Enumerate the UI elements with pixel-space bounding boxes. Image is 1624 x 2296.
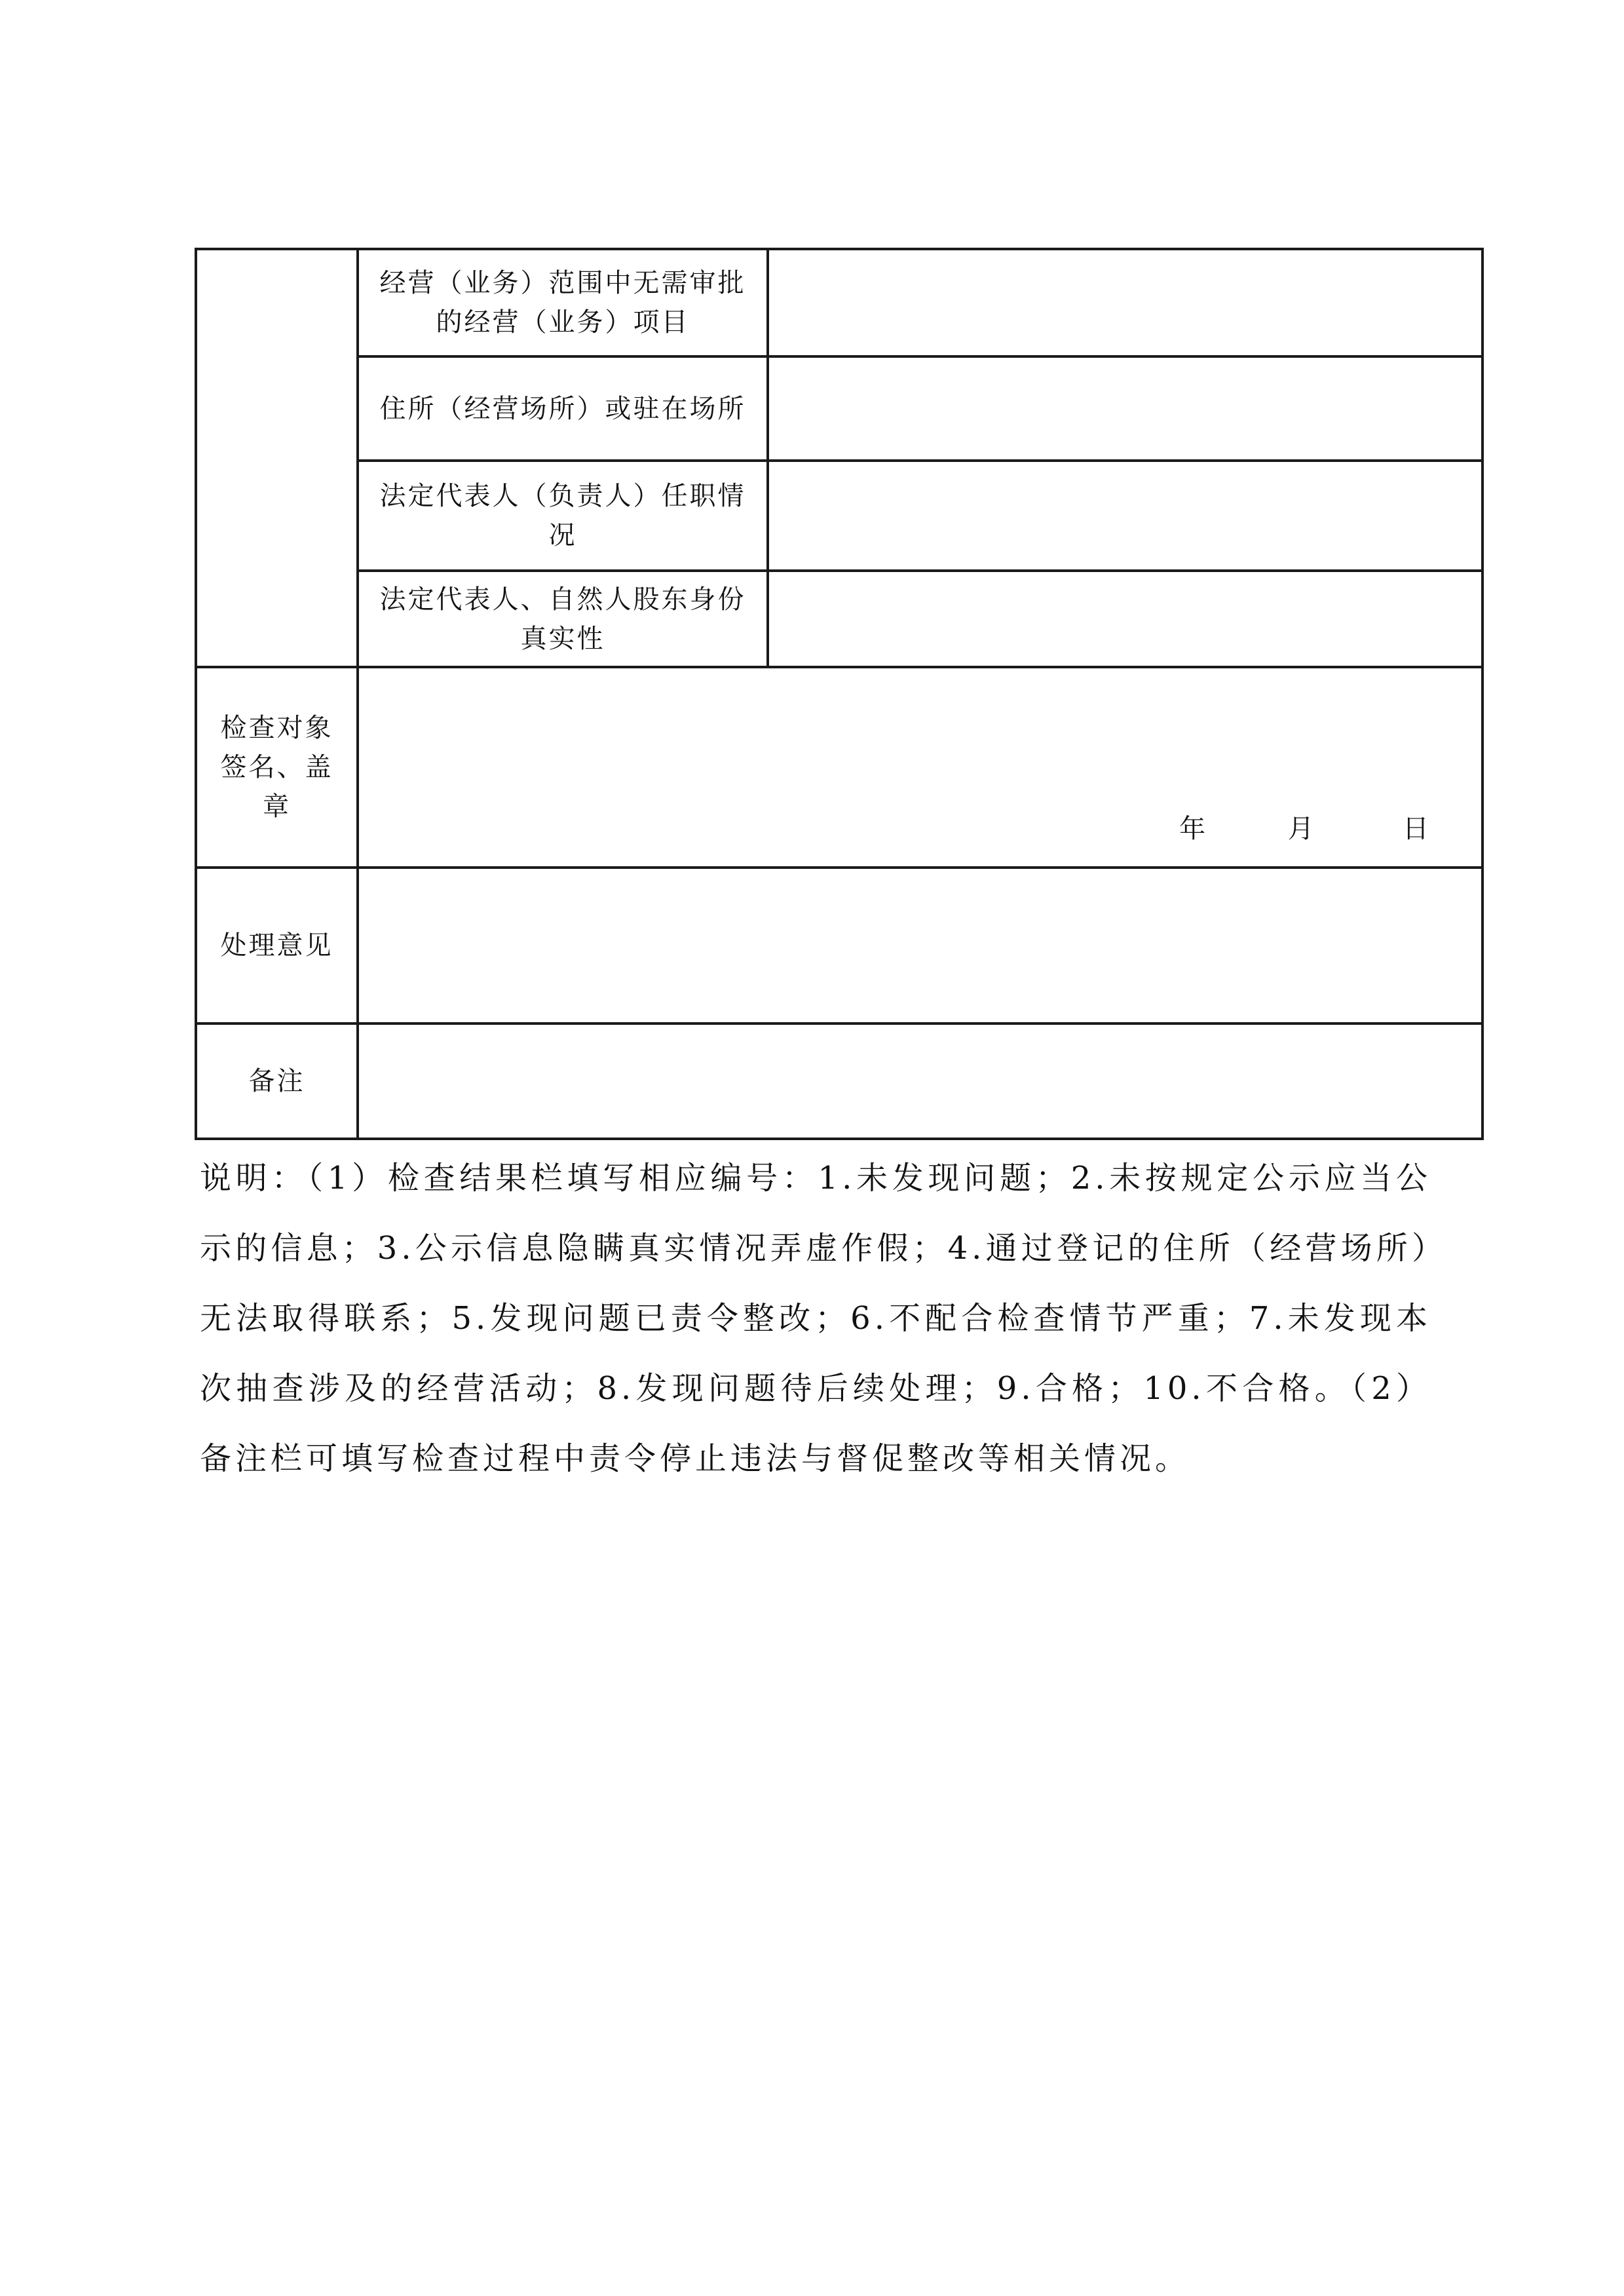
date-year-label: 年 (1179, 814, 1206, 844)
item-label: 经营（业务）范围中无需审批的经营（业务）项目 (358, 249, 768, 356)
table-row (196, 461, 1482, 571)
item-label: 法定代表人、自然人股东身份真实性 (358, 571, 768, 667)
table-row (196, 249, 1482, 356)
item-value-cell[interactable] (768, 356, 1482, 461)
item-label: 法定代表人（负责人）任职情况 (358, 461, 768, 571)
remarks-value-cell[interactable] (358, 1024, 1482, 1139)
date-month-label: 月 (1287, 814, 1314, 844)
item-label: 住所（经营场所）或驻在场所 (358, 356, 768, 461)
item-value-cell[interactable] (768, 461, 1482, 571)
group-label-cell (196, 249, 358, 667)
signature-cell[interactable] (358, 667, 1482, 868)
explanation-notes: 说明：（1）检查结果栏填写相应编号：1.未发现问题；2.未按规定公示应当公示的信息；3.公示信息隐瞒真实情况弄虚作假；4.通过登记的住所（经营场所）无法取得联系；5.发现问题已责令整改；6.不配合检查情节严重；7.未发现本次抽查涉及的经营活动；8.发现问题待后续处理；9.合格；10.不合格。（2）备注栏可填写检查过程中责令停止违法与督促整改等相关情况。 (200, 1160, 1431, 1477)
table-row (196, 571, 1482, 667)
signature-label: 检查对象签名、盖章 (196, 667, 358, 868)
handling-row (196, 868, 1482, 1024)
handling-value-cell[interactable] (358, 868, 1482, 1024)
handling-label: 处理意见 (196, 868, 358, 1024)
date-line (1179, 813, 1429, 845)
item-value-cell[interactable] (768, 571, 1482, 667)
signature-row (196, 667, 1482, 868)
date-day-label: 日 (1403, 814, 1429, 844)
remarks-row (196, 1024, 1482, 1139)
signature-area (359, 670, 1481, 865)
inspection-form-table (195, 248, 1484, 1140)
remarks-label: 备注 (196, 1024, 358, 1139)
item-value-cell[interactable] (768, 249, 1482, 356)
table-row (196, 356, 1482, 461)
